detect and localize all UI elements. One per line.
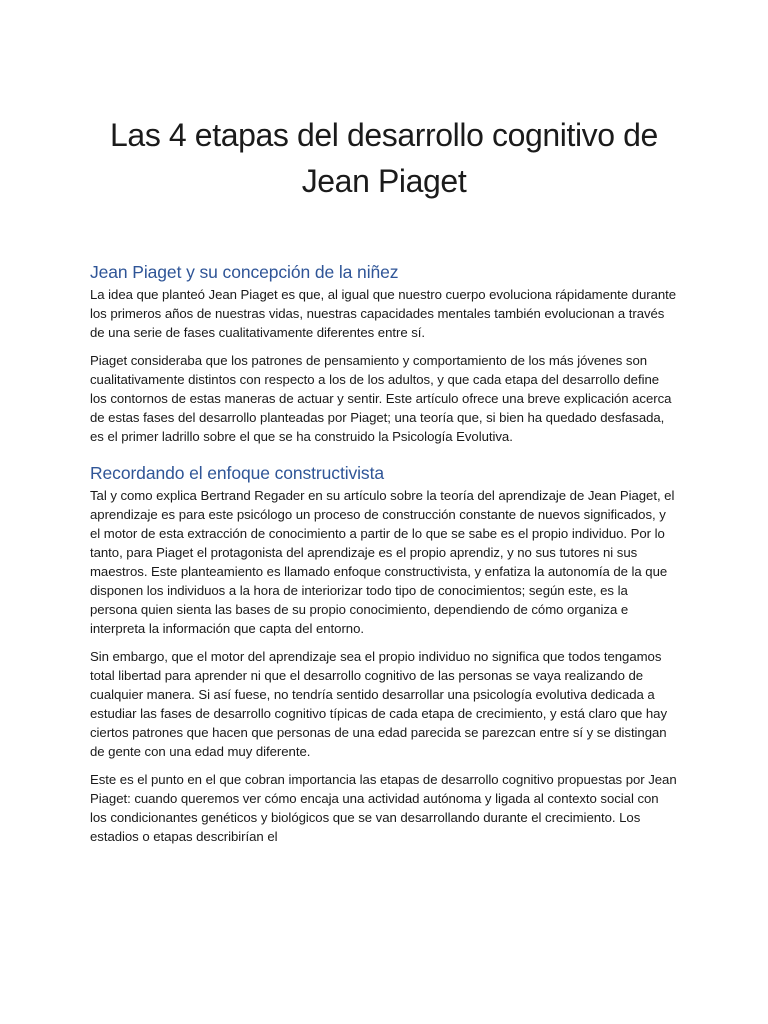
paragraph: Tal y como explica Bertrand Regader en su artículo sobre la teoría del aprendizaje de Jean Piaget, el aprendizaje es para este psicólogo un proceso de construcción constante de nuevos significados, y el motor de esta extracción de conocimiento a partir de lo que se sabe es el propio individuo. Por lo tanto, para Piaget el protagonista del aprendizaje es el propio aprendiz, y no sus tutores ni sus maestros. Este planteamiento es llamado enfoque constructivista, y enfatiza la autonomía de la que disponen los individuos a la hora de interiorizar todo tipo de conocimientos; según este, es la persona quien sienta las bases de su propio conocimiento, dependiendo de cómo organiza e interpreta la información que capta del entorno.: [90, 488, 675, 636]
section-piaget-childhood: [90, 259, 678, 446]
paragraph: Piaget consideraba que los patrones de pensamiento y comportamiento de los más jóvenes son cualitativamente distintos con respecto a los de los adultos, y que cada etapa del desarrollo define los contornos de estas maneras de actuar y sentir. Este artículo ofrece una breve explicación acerca de estas fases del desarrollo planteadas por Piaget; una teoría que, si bien ha quedado desfasada, es el primer ladrillo sobre el que se ha construido la Psicología Evolutiva.: [90, 353, 672, 444]
section-heading: Recordando el enfoque constructivista: [90, 463, 384, 483]
paragraph: La idea que planteó Jean Piaget es que, al igual que nuestro cuerpo evoluciona rápidamente durante los primeros años de nuestras vidas, nuestras capacidades mentales también evolucionan a través de una serie de fases cualitativamente diferentes entre sí.: [90, 287, 677, 340]
document-body: [90, 259, 678, 846]
title-line-2: Jean Piaget: [301, 163, 467, 199]
section-constructivist-approach: [90, 460, 678, 846]
paragraph: Este es el punto en el que cobran importancia las etapas de desarrollo cognitivo propuestas por Jean Piaget: cuando queremos ver cómo encaja una actividad autónoma y ligada al contexto social con los condicionantes genéticos y biológicos que se van desarrollando durante el crecimiento. Los estadios o etapas describirían el: [90, 772, 677, 844]
paragraph: Sin embargo, que el motor del aprendizaje sea el propio individuo no significa que todos tengamos total libertad para aprender ni que el desarrollo cognitivo de las personas se vaya realizando de cualquier manera. Si así fuese, no tendría sentido desarrollar una psicología evolutiva dedicada a estudiar las fases de desarrollo cognitivo típicas de cada etapa de crecimiento, y está claro que hay ciertos patrones que hacen que personas de una edad parecida se parezcan entre sí y se distingan de gente con una edad muy diferente.: [90, 649, 667, 759]
title-line-1: Las 4 etapas del desarrollo cognitivo de: [110, 117, 658, 153]
document-title: [60, 112, 708, 204]
section-heading: Jean Piaget y su concepción de la niñez: [90, 262, 399, 282]
